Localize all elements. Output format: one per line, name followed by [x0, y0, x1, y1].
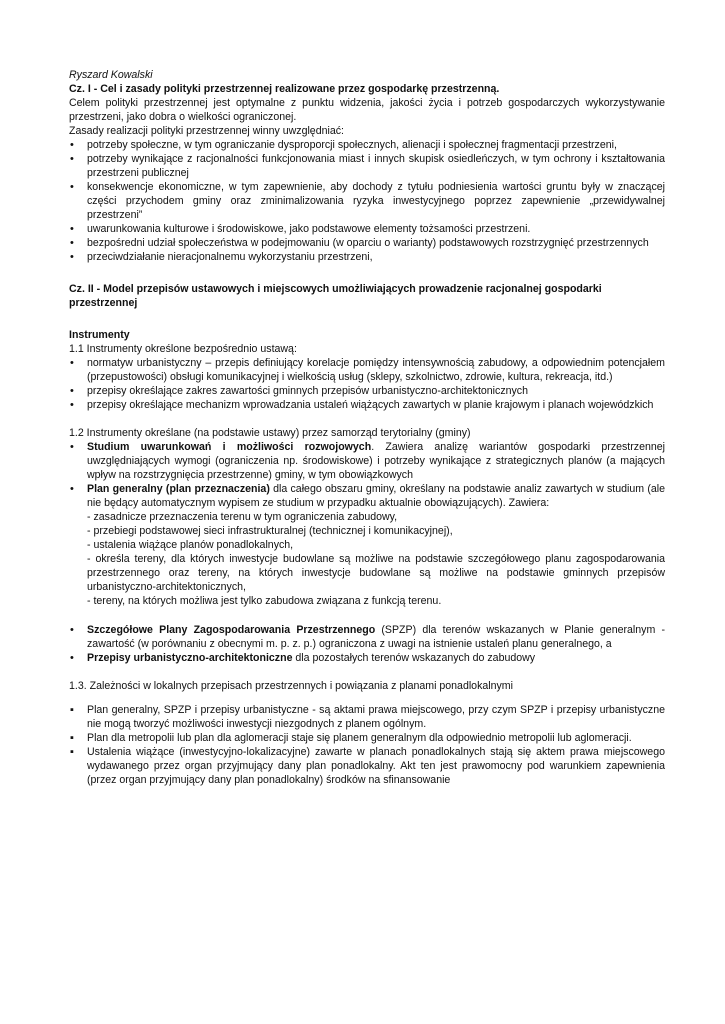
list-item: • konsekwencje ekonomiczne, w tym zapewnienie, aby dochody z tytułu podniesienia wartości gruntu były w znaczącej części przychodem gminy oraz zminimalizowania ryzyka inwestycyjnego poprzez zapewnienie „przewidywalnej przestrzeni”: [69, 180, 665, 222]
list-item: • normatyw urbanistyczny – przepis definiujący korelacje pomiędzy intensywnością zabudowy, a odpowiednim potencjałem (przepustowości) obsługi komunikacyjnej i wielkością usług (sklepy, szkolnictwo, zdrowie, kultura, rekreacja, itd.): [69, 356, 665, 384]
document-page: [69, 68, 665, 787]
plan-text: dla całego obszaru gminy, określany na podstawie analiz zawartych w studium (ale nie będący automatycznym wypisem ze studium w przypadku aktualnie obowiązujących). Zawiera:: [87, 483, 665, 509]
part2-heading: Cz. II - Model przepisów ustawowych i miejscowych umożliwiających prowadzenie racjonalnej gospodarki przestrzennej: [69, 283, 602, 309]
section-1-3-title: 1.3. Zależności w lokalnych przepisach przestrzennych i powiązania z planami ponadlokalnymi: [69, 680, 513, 692]
studium-label: Studium uwarunkowań i możliwości rozwojowych: [87, 441, 372, 453]
plan-dash-line: - zasadnicze przeznaczenia terenu w tym ograniczenia zabudowy,: [87, 511, 398, 523]
list-item-plan-generalny: [69, 482, 665, 608]
list-item: • przeciwdziałanie nieracjonalnemu wykorzystaniu przestrzeni,: [69, 250, 665, 264]
section-1-2-list-continued: [69, 623, 665, 665]
plan-dash-line: - tereny, na których możliwa jest tylko zabudowa związana z funkcją terenu.: [87, 595, 442, 607]
przepisy-text: dla pozostałych terenów wskazanych do zabudowy: [292, 652, 536, 664]
section-1-1-list: [69, 356, 665, 412]
plan-label: Plan generalny (plan przeznaczenia): [87, 483, 270, 495]
list-item: ▪ Plan dla metropolii lub plan dla aglomeracji staje się planem generalnym dla odpowiednio metropolii lub aglomeracji.: [69, 731, 665, 745]
studium-text: . Zawiera analizę wariantów gospodarki przestrzennej uwzględniających wymogi (ograniczenia np. środowiskowe) i potrzeby wynikające z strategicznych planów (a mających wpływ na rozstrzygnięcia przestrzenne) gminy, w tym obowiązkowych: [87, 441, 665, 481]
part1-list: [69, 138, 665, 264]
list-item: • przepisy określające mechanizm wprowadzania ustaleń wiążących zawartych w planie krajowym i planach wojewódzkich: [69, 398, 665, 412]
author-name: Ryszard Kowalski: [69, 69, 153, 81]
instruments-title: Instrumenty: [69, 329, 130, 341]
section-1-2-list: [69, 440, 665, 608]
list-item: • bezpośredni udział społeczeństwa w podejmowaniu (w oparciu o warianty) podstawowych rozstrzygnięć przestrzennych: [69, 236, 665, 250]
list-item: ▪ Ustalenia wiążące (inwestycyjno-lokalizacyjne) zawarte w planach ponadlokalnych stają się aktem prawa miejscowego wydawanego przez organ przyjmujący dany plan ponadlokalny. Akt ten jest prawomocny pod warunkiem zapewnienia (przez organ przyjmujący dany plan ponadlokalny) środków na sfinansowanie: [69, 745, 665, 787]
section-1-1-title: 1.1 Instrumenty określone bezpośrednio ustawą:: [69, 343, 297, 355]
part1-intro: Celem polityki przestrzennej jest optymalne z punktu widzenia, jakości życia i potrzeb gospodarczych wykorzystywanie przestrzeni, jako dobra o wielkości ograniczonej.: [69, 97, 665, 123]
plan-dash-line: - przebiegi podstawowej sieci infrastrukturalnej (technicznej i komunikacyjnej),: [87, 525, 453, 537]
part1-lead: Zasady realizacji polityki przestrzennej winny uwzględniać:: [69, 125, 344, 137]
plan-dash-line: - ustalenia wiążące planów ponadlokalnych,: [87, 539, 294, 551]
section-1-2-title: 1.2 Instrumenty określane (na podstawie ustawy) przez samorząd terytorialny (gminy): [69, 427, 471, 439]
part1-heading: Cz. I - Cel i zasady polityki przestrzennej realizowane przez gospodarkę przestrzenną.: [69, 83, 500, 95]
list-item: • przepisy określające zakres zawartości gminnych przepisów urbanistyczno-architektonicznych: [69, 384, 665, 398]
list-item: • potrzeby społeczne, w tym ograniczanie dysproporcji społecznych, alienacji i społecznej fragmentacji przestrzeni,: [69, 138, 665, 152]
spzp-text: (SPZP) dla terenów wskazanych w Planie generalnym - zawartość (w porównaniu z obecnymi m. p. z. p.) ograniczona z uwagi na istnienie ustaleń planu generalnego, a: [87, 624, 665, 650]
list-item-spzp: [69, 623, 665, 651]
przepisy-label: Przepisy urbanistyczno-architektoniczne: [87, 652, 293, 664]
list-item-studium: [69, 440, 665, 482]
list-item: • uwarunkowania kulturowe i środowiskowe, jako podstawowe elementy tożsamości przestrzeni.: [69, 222, 665, 236]
list-item: ▪ Plan generalny, SPZP i przepisy urbanistyczne - są aktami prawa miejscowego, przy czym SPZP i przepisy urbanistyczne nie mogą tworzyć możliwości inwestycji niezgodnych z planem ogólnym.: [69, 703, 665, 731]
section-1-3-list: [69, 703, 665, 787]
spzp-label: Szczegółowe Plany Zagospodarowania Przestrzennego: [87, 624, 376, 636]
list-item-przepisy: [69, 651, 665, 665]
list-item: • potrzeby wynikające z racjonalności funkcjonowania miast i innych skupisk osiedleńczych, w tym ochrony i kształtowania przestrzeni publicznej: [69, 152, 665, 180]
plan-dash-line: - określa tereny, dla których inwestycje budowlane są możliwe na podstawie szczegółowego planu zagospodarowania przestrzennego oraz tereny, na których inwestycje budowlane są możliwe na podstawie gminnych przepisów urbanistyczno-architektonicznych,: [87, 553, 665, 593]
